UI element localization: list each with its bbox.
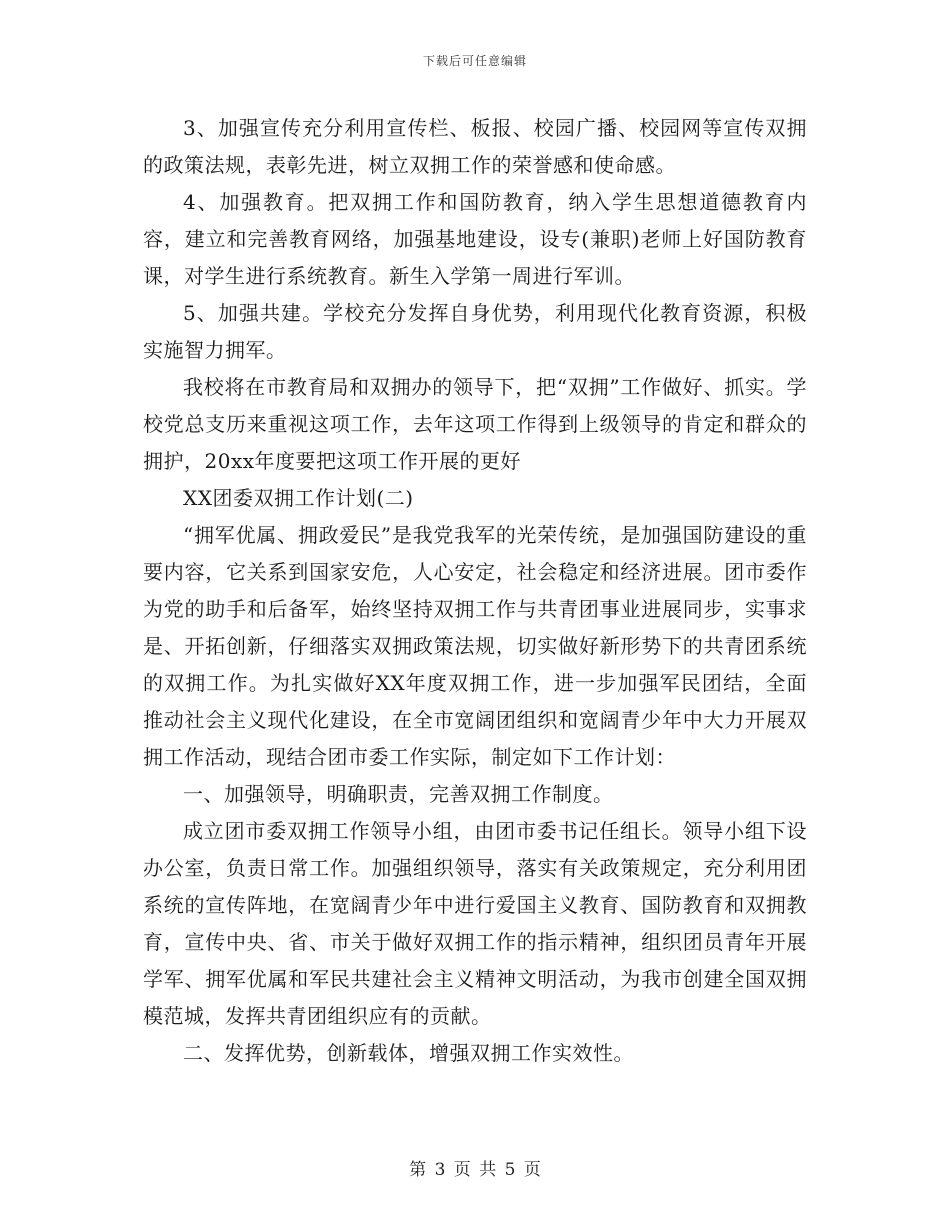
paragraph-1: 3、加强宣传充分利用宣传栏、板报、校园广播、校园网等宣传双拥的政策法规，表彰先进，树立双拥工作的荣誉感和使命感。 <box>143 116 807 177</box>
paragraph-2: 4、加强教育。把双拥工作和国防教育，纳入学生思想道德教育内容，建立和完善教育网络，加强基地建设，设专(兼职)老师上好国防教育课，对学生进行系统教育。新生入学第一周进行军训。 <box>143 190 807 288</box>
page-footer: 第 3 页 共 5 页 <box>409 1160 541 1180</box>
paragraph-7: 一、加强领导，明确职责，完善双拥工作制度。 <box>183 782 614 806</box>
paragraph-8: 成立团市委双拥工作领导小组，由团市委书记任组长。领导小组下设办公室，负责日常工作。加强组织领导，落实有关政策规定，充分利用团系统的宣传阵地，在宽阔青少年中进行爱国主义教育、国防教育和双拥教育，宣传中央、省、市关于做好双拥工作的指示精神，组织团员青年开展学军、拥军优属和军民共建社会主义精神文明活动，为我市创建全国双拥模范城，发挥共青团组织应有的贡献。 <box>143 819 807 1028</box>
paragraph-6: “拥军优属、拥政爱民”是我党我军的光荣传统，是加强国防建设的重要内容，它关系到国家安危，人心安定，社会稳定和经济进展。团市委作为党的助手和后备军，始终坚持双拥工作与共青团事业进展同步，实事求是、开拓创新，仔细落实双拥政策法规，切实做好新形势下的共青团系统的双拥工作。为扎实做好XX年度双拥工作，进一步加强军民团结，全面推动社会主义现代化建设，在全市宽阔团组织和宽阔青少年中大力开展双拥工作活动，现结合团市委工作实际，制定如下工作计划： <box>143 523 807 769</box>
paragraph-9: 二、发挥优势，创新载体，增强双拥工作实效性。 <box>183 1041 634 1065</box>
paragraph-3: 5、加强共建。学校充分发挥自身优势，利用现代化教育资源，积极实施智力拥军。 <box>143 301 807 362</box>
page-header: 下载后可任意编辑 <box>422 54 527 68</box>
document-body <box>143 110 807 1072</box>
section-heading: XX团委双拥工作计划(二) <box>183 486 414 510</box>
paragraph-4: 我校将在市教育局和双拥办的领导下，把“双拥”工作做好、抓实。学校党总支历来重视这项工作，去年这项工作得到上级领导的肯定和群众的拥护，20xx年度要把这项工作开展的更好 <box>143 375 807 473</box>
